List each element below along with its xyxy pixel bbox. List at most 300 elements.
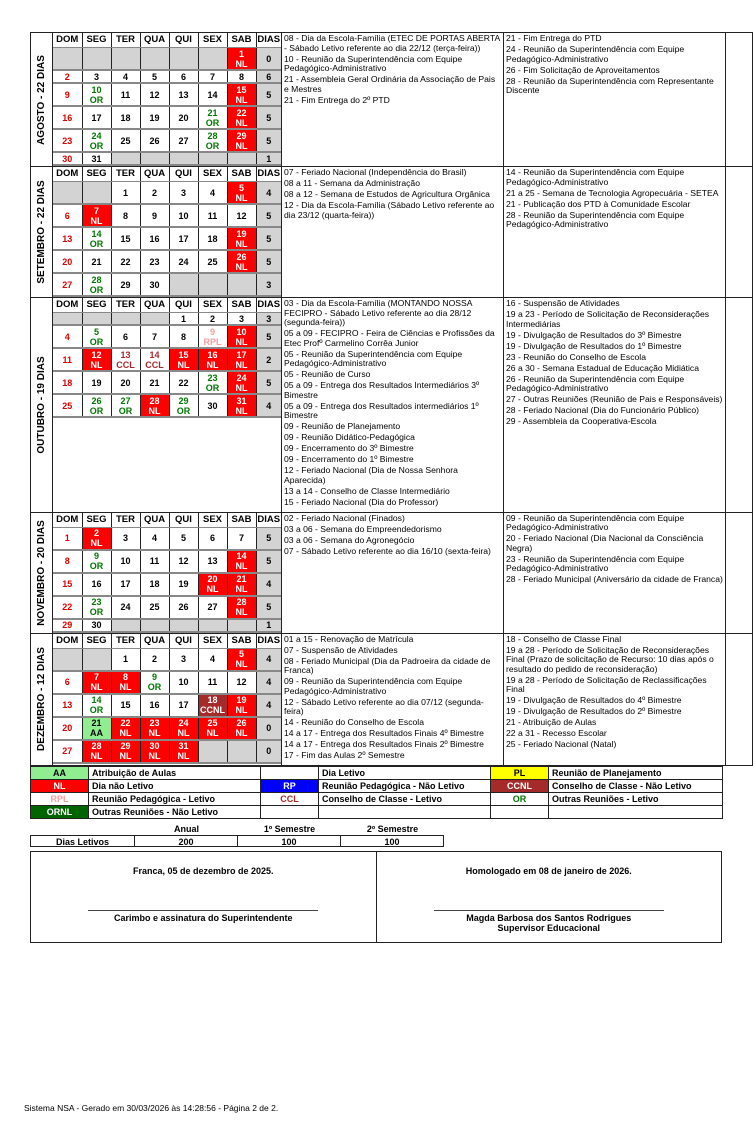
- signature-left-signer: Carimbo e assinatura do Superintendente: [113, 913, 293, 923]
- calendar-grid: [53, 298, 281, 418]
- week-row: [53, 106, 281, 129]
- day-cell: [198, 694, 227, 717]
- day-cell: [140, 204, 169, 227]
- day-cell: [198, 371, 227, 394]
- day-number: 6: [122, 331, 128, 342]
- event-item: 01 a 15 - Renovação de Matrícula: [284, 633, 414, 644]
- day-number: 16: [62, 112, 73, 123]
- day-number: 6: [209, 533, 215, 543]
- event-item: 08 a 11 - Semana da Administração: [284, 178, 420, 188]
- day-number: 20: [62, 256, 73, 267]
- event-item: 20 - Feriado Nacional (Dia Nacional da Consciência Negra): [506, 533, 704, 553]
- day-cell: [111, 250, 140, 273]
- week-dias-count: 4: [256, 671, 281, 694]
- weekday-header: DOM: [53, 513, 82, 528]
- week-dias-count: 2: [256, 348, 281, 371]
- week-dias-count: 0: [256, 717, 281, 740]
- day-code: OR: [89, 284, 104, 295]
- day-cell: [198, 394, 227, 417]
- day-cell: [227, 313, 256, 326]
- legend-code: [261, 767, 319, 780]
- day-number: 28: [91, 741, 102, 751]
- day-cell: [53, 550, 82, 573]
- weekday-header: QUA: [140, 167, 169, 182]
- day-number: 21: [207, 107, 218, 118]
- day-number: 18: [149, 579, 160, 589]
- day-cell: [82, 250, 111, 273]
- week-row: [53, 648, 281, 671]
- event-item: 05 - Reunião da Superintendência com Equipe Pedagógico-Administrativo: [284, 348, 463, 368]
- event-item: 09 - Encerramento do 3º Bimestre: [284, 443, 414, 453]
- weekday-header: SEX: [198, 33, 227, 48]
- day-number: 6: [64, 677, 70, 687]
- calendar-grid: [53, 634, 281, 764]
- week-dias-count: 5: [256, 227, 281, 250]
- week-dias-count: 0: [256, 48, 281, 71]
- calendar-grid: [53, 33, 281, 166]
- day-number: 4: [64, 331, 70, 342]
- weekday-header: QUA: [140, 298, 169, 313]
- event-item: 05 - Reunião de Curso: [284, 369, 371, 379]
- event-item: 29 - Assembleia da Cooperativa-Escola: [506, 416, 657, 426]
- signature-right-role: Supervisor Educacional: [497, 923, 601, 933]
- day-number: 5: [93, 326, 99, 337]
- day-cell: [111, 717, 140, 740]
- totals-sem2-value: 100: [341, 835, 444, 847]
- event-item: 18 - Conselho de Classe Final: [506, 633, 622, 644]
- day-number: 29: [236, 130, 247, 141]
- week-row: [53, 83, 281, 106]
- weekday-header: DIAS: [256, 33, 281, 48]
- day-cell: [111, 527, 140, 550]
- day-number: 30: [207, 400, 218, 411]
- day-number: 25: [149, 602, 160, 612]
- event-item: 03 a 06 - Semana do Agronegócio: [284, 534, 415, 545]
- day-cell: [140, 671, 169, 694]
- day-cell: [198, 204, 227, 227]
- weekday-header: QUI: [169, 513, 198, 528]
- day-cell: [82, 152, 111, 165]
- day-cell: [111, 273, 140, 296]
- day-cell: [111, 740, 140, 763]
- day-cell: [227, 250, 256, 273]
- week-row: [53, 573, 281, 596]
- totals-header: [30, 823, 722, 835]
- event-item: 12 - Sábado Letivo referente ao dia 07/12 (segunda-feira): [284, 696, 484, 716]
- day-number: 17: [178, 700, 189, 710]
- day-cell: [53, 527, 82, 550]
- empty-day-cell: [111, 48, 140, 71]
- day-cell: [140, 527, 169, 550]
- day-code: NL: [235, 584, 248, 594]
- totals-header-sem2: 2º Semestre: [366, 824, 419, 834]
- day-number: 7: [238, 533, 244, 543]
- weekday-header: SAB: [227, 167, 256, 182]
- day-number: 17: [120, 579, 131, 589]
- event-item: 26 a 30 - Semana Estadual de Educação Midiática: [506, 362, 700, 373]
- calendar-grid: [53, 167, 281, 297]
- event-item: 03 - Dia da Escola-Família (MONTANDO NOSSA FECIPRO - Sábado Letivo referente ao dia 28/12 (segunda-feira)): [284, 298, 472, 327]
- weekday-header-row: [53, 513, 281, 528]
- day-cell: [198, 550, 227, 573]
- week-row: [53, 273, 281, 296]
- day-cell: [53, 204, 82, 227]
- day-number: 15: [120, 233, 131, 244]
- event-item: 19 - Divulgação de Resultados do 1º Bimestre: [506, 340, 682, 351]
- day-cell: [140, 648, 169, 671]
- day-number: 11: [207, 210, 218, 221]
- day-cell: [169, 371, 198, 394]
- day-code: NL: [235, 607, 248, 617]
- week-row: [53, 48, 281, 71]
- day-number: 3: [93, 71, 99, 82]
- event-item: 19 a 28 - Período de Solicitação de Reclassificações Final: [506, 674, 707, 694]
- event-item: 02 - Feriado Nacional (Finados): [284, 512, 405, 523]
- event-item: 09 - Reunião Didático-Pedagógica: [284, 432, 415, 442]
- event-item: 03 a 06 - Semana do Empreendedorismo: [284, 523, 442, 534]
- weekday-header-row: [53, 634, 281, 649]
- event-item: 21 - Assembleia Geral Ordinária da Associação de Pais e Mestres: [284, 74, 496, 94]
- day-cell: [227, 694, 256, 717]
- day-cell: [169, 204, 198, 227]
- legend-label: Reunião Pedagógica - Não Letivo: [319, 780, 491, 793]
- day-cell: [82, 106, 111, 129]
- week-dias-count: 0: [256, 740, 281, 763]
- day-cell: [169, 83, 198, 106]
- weekday-header: DOM: [53, 634, 82, 649]
- day-number: 19: [178, 579, 189, 589]
- day-code: NL: [90, 751, 103, 761]
- legend-row: [31, 780, 723, 793]
- week-row: [53, 70, 281, 83]
- day-cell: [82, 371, 111, 394]
- day-number: 15: [178, 349, 189, 360]
- day-cell: [227, 394, 256, 417]
- day-number: 28: [91, 274, 102, 285]
- day-code: NL: [235, 382, 248, 393]
- weekday-header: SEG: [82, 167, 111, 182]
- day-number: 12: [236, 677, 247, 687]
- week-row: [53, 204, 281, 227]
- day-number: 22: [236, 107, 247, 118]
- day-number: 22: [120, 718, 131, 728]
- day-cell: [82, 573, 111, 596]
- week-dias-count: 6: [256, 70, 281, 83]
- legend-code: PL: [491, 767, 549, 780]
- day-number: 14: [236, 551, 247, 561]
- day-number: 19: [149, 112, 160, 123]
- day-cell: [53, 227, 82, 250]
- legend-label: Conselho de Classe - Letivo: [319, 793, 491, 806]
- day-cell: [198, 325, 227, 348]
- day-code: NL: [206, 728, 219, 738]
- day-number: 26: [236, 718, 247, 728]
- day-cell: [82, 70, 111, 83]
- event-item: 28 - Reunião da Superintendência com Equipe Pedagógico-Administrativo: [506, 209, 685, 229]
- week-dias-count: 5: [256, 83, 281, 106]
- day-cell: [169, 348, 198, 371]
- week-dias-count: 3: [256, 313, 281, 326]
- day-code: NL: [235, 238, 248, 249]
- day-cell: [53, 106, 82, 129]
- day-number: 17: [178, 233, 189, 244]
- day-number: 1: [180, 313, 186, 324]
- day-number: 28: [236, 597, 247, 607]
- weekday-header: SAB: [227, 634, 256, 649]
- totals-header-anual: Anual: [173, 824, 199, 834]
- week-row: [53, 740, 281, 763]
- day-code: NL: [235, 728, 248, 738]
- day-number: 29: [120, 741, 131, 751]
- legend-code: CCNL: [491, 780, 549, 793]
- week-row: [53, 250, 281, 273]
- legend-label: Dia não Letivo: [89, 780, 261, 793]
- day-cell: [198, 129, 227, 152]
- day-cell: [227, 648, 256, 671]
- day-cell: [111, 671, 140, 694]
- event-item: 08 a 12 - Semana de Estudos de Agricultura Orgânica: [284, 189, 490, 199]
- legend-code: [491, 806, 549, 819]
- day-cell: [140, 273, 169, 296]
- day-number: 23: [207, 372, 218, 383]
- day-cell: [227, 325, 256, 348]
- day-number: 16: [91, 579, 102, 589]
- event-item: 21 - Atribuição de Aulas: [506, 717, 597, 727]
- event-item: 09 - Reunião de Planejamento: [284, 421, 401, 431]
- legend-code: CCL: [261, 793, 319, 806]
- day-number: 8: [122, 210, 128, 221]
- empty-day-cell: [169, 152, 198, 165]
- day-number: 26: [91, 395, 102, 406]
- month-label-cell: [31, 298, 53, 512]
- week-row: [53, 694, 281, 717]
- week-dias-count: 5: [256, 596, 281, 619]
- signature-left-line: [88, 910, 318, 911]
- day-cell: [82, 394, 111, 417]
- totals-header-spacer: [30, 823, 135, 835]
- week-row: [53, 129, 281, 152]
- day-cell: [53, 250, 82, 273]
- day-number: 29: [120, 279, 131, 290]
- empty-day-cell: [198, 740, 227, 763]
- day-cell: [227, 83, 256, 106]
- day-number: 30: [149, 741, 160, 751]
- day-cell: [111, 394, 140, 417]
- event-item: 21 a 25 - Semana de Tecnologia Agropecuária - SETEA: [506, 187, 719, 198]
- day-number: 13: [62, 700, 73, 710]
- event-item: 05 a 09 - FECIPRO - Feira de Ciências e Profissões da Etec Profº Carmelino Corrêa Junior: [284, 328, 495, 348]
- day-code: NL: [235, 117, 248, 128]
- day-cell: [198, 227, 227, 250]
- week-row: [53, 671, 281, 694]
- day-number: 25: [120, 135, 131, 146]
- weekday-header: QUI: [169, 634, 198, 649]
- day-code: NL: [119, 728, 132, 738]
- day-number: 12: [91, 349, 102, 360]
- week-row: [53, 394, 281, 417]
- day-cell: [198, 313, 227, 326]
- months-container: [30, 32, 753, 766]
- day-number: 10: [120, 556, 131, 566]
- day-cell: [82, 740, 111, 763]
- week-dias-count: 5: [256, 129, 281, 152]
- event-item: 08 - Feriado Municipal (Dia da Padroeira da cidade de Franca): [284, 655, 491, 675]
- day-number: 28: [149, 395, 160, 406]
- day-code: OR: [205, 140, 220, 151]
- day-cell: [169, 227, 198, 250]
- day-cell: [140, 573, 169, 596]
- day-code: OR: [147, 682, 162, 692]
- event-item: 10 - Reunião da Superintendência com Equipe Pedagógico-Administrativo: [284, 53, 463, 73]
- week-dias-count: 4: [256, 648, 281, 671]
- empty-day-cell: [140, 48, 169, 71]
- day-cell: [111, 83, 140, 106]
- day-number: 11: [62, 354, 72, 365]
- day-cell: [198, 348, 227, 371]
- month-calendar: [53, 167, 282, 297]
- day-number: 4: [151, 533, 157, 543]
- event-item: 24 - Reunião da Superintendência com Equipe Pedagógico-Administrativo: [506, 44, 685, 64]
- event-item: 14 - Reunião da Superintendência com Equipe Pedagógico-Administrativo: [506, 167, 685, 187]
- day-number: 25: [62, 400, 73, 411]
- weekday-header: TER: [111, 634, 140, 649]
- calendar-grid: [53, 513, 281, 633]
- day-number: 15: [236, 84, 247, 95]
- day-cell: [227, 371, 256, 394]
- day-number: 12: [236, 210, 247, 221]
- day-number: 10: [236, 326, 247, 337]
- day-number: 23: [149, 718, 160, 728]
- events-right-column: [504, 634, 726, 766]
- event-item: 14 - Reunião do Conselho de Escola: [284, 717, 424, 727]
- day-cell: [82, 83, 111, 106]
- day-code: NL: [206, 584, 219, 594]
- page-spacer: [30, 943, 753, 1103]
- day-number: 6: [64, 210, 70, 221]
- day-number: 26: [236, 251, 247, 262]
- event-item: 26 - Fim Solicitação de Aproveitamentos: [506, 64, 660, 75]
- day-cell: [82, 527, 111, 550]
- weekday-header: QUA: [140, 634, 169, 649]
- day-number: 13: [120, 349, 131, 360]
- empty-day-cell: [198, 48, 227, 71]
- day-number: 18: [207, 695, 218, 705]
- event-item: 09 - Encerramento do 1º Bimestre: [284, 454, 414, 464]
- legend-row: [31, 806, 723, 819]
- day-number: 13: [207, 556, 218, 566]
- event-item: 19 a 23 - Período de Solicitação de Reconsiderações Intermediárias: [506, 309, 710, 329]
- day-cell: [111, 648, 140, 671]
- day-number: 16: [149, 233, 160, 244]
- event-item: 09 - Reunião da Superintendência com Equipe Pedagógico-Administrativo: [284, 676, 463, 696]
- week-row: [53, 182, 281, 205]
- day-code: NL: [235, 659, 248, 669]
- weekday-header: SEX: [198, 167, 227, 182]
- day-code: OR: [89, 705, 104, 715]
- day-cell: [169, 573, 198, 596]
- empty-day-cell: [169, 619, 198, 632]
- day-cell: [53, 83, 82, 106]
- day-cell: [53, 740, 82, 763]
- day-cell: [53, 325, 82, 348]
- day-cell: [198, 717, 227, 740]
- empty-day-cell: [227, 619, 256, 632]
- day-number: 31: [236, 395, 247, 406]
- day-cell: [169, 250, 198, 273]
- month-block: [30, 32, 753, 166]
- day-number: 21: [91, 718, 102, 728]
- day-cell: [111, 371, 140, 394]
- day-cell: [111, 325, 140, 348]
- week-row: [53, 619, 281, 632]
- day-cell: [227, 717, 256, 740]
- day-number: 25: [207, 256, 218, 267]
- day-code: NL: [119, 682, 132, 692]
- day-cell: [169, 527, 198, 550]
- day-number: 27: [62, 746, 73, 756]
- day-number: 31: [91, 153, 102, 164]
- weekday-header: QUA: [140, 33, 169, 48]
- day-cell: [169, 129, 198, 152]
- day-cell: [169, 717, 198, 740]
- day-number: 14: [91, 695, 102, 705]
- weekday-header: TER: [111, 33, 140, 48]
- legend-label: [319, 806, 491, 819]
- day-cell: [53, 717, 82, 740]
- day-cell: [53, 596, 82, 619]
- day-code: NL: [235, 405, 248, 416]
- empty-day-cell: [53, 182, 82, 205]
- day-cell: [169, 106, 198, 129]
- signature-right: [377, 852, 722, 942]
- day-cell: [82, 325, 111, 348]
- day-cell: [227, 573, 256, 596]
- month-calendar: [53, 298, 282, 512]
- day-number: 3: [180, 187, 186, 198]
- day-cell: [140, 717, 169, 740]
- empty-day-cell: [53, 313, 82, 326]
- weekday-header: QUA: [140, 513, 169, 528]
- day-code: NL: [235, 561, 248, 571]
- day-number: 3: [122, 533, 128, 543]
- week-dias-count: 1: [256, 619, 281, 632]
- day-number: 9: [64, 89, 70, 100]
- events-right-column: [504, 298, 726, 512]
- totals-row: [30, 835, 722, 847]
- weekday-header-row: [53, 298, 281, 313]
- event-item: 17 - Fim das Aulas 2º Semestre: [284, 750, 405, 760]
- totals-table: [30, 823, 722, 847]
- day-number: 10: [178, 677, 189, 687]
- day-cell: [53, 348, 82, 371]
- calendar-page: [30, 0, 753, 1103]
- day-code: AA: [90, 728, 103, 738]
- day-number: 23: [149, 256, 160, 267]
- empty-day-cell: [227, 152, 256, 165]
- empty-day-cell: [111, 152, 140, 165]
- month-label: DEZEMBRO - 12 DIAS: [35, 647, 47, 752]
- day-code: OR: [89, 94, 104, 105]
- month-label: NOVEMBRO - 20 DIAS: [35, 519, 47, 626]
- week-dias-count: 5: [256, 527, 281, 550]
- legend-code: RPL: [31, 793, 89, 806]
- legend-row: [31, 767, 723, 780]
- event-item: 22 a 31 - Recesso Escolar: [506, 728, 607, 738]
- month-label-cell: [31, 634, 53, 766]
- day-cell: [227, 348, 256, 371]
- event-item: 09 - Reunião da Superintendência com Equipe Pedagógico-Administrativo: [506, 512, 685, 532]
- event-item: 15 - Feriado Nacional (Dia do Professor): [284, 496, 439, 507]
